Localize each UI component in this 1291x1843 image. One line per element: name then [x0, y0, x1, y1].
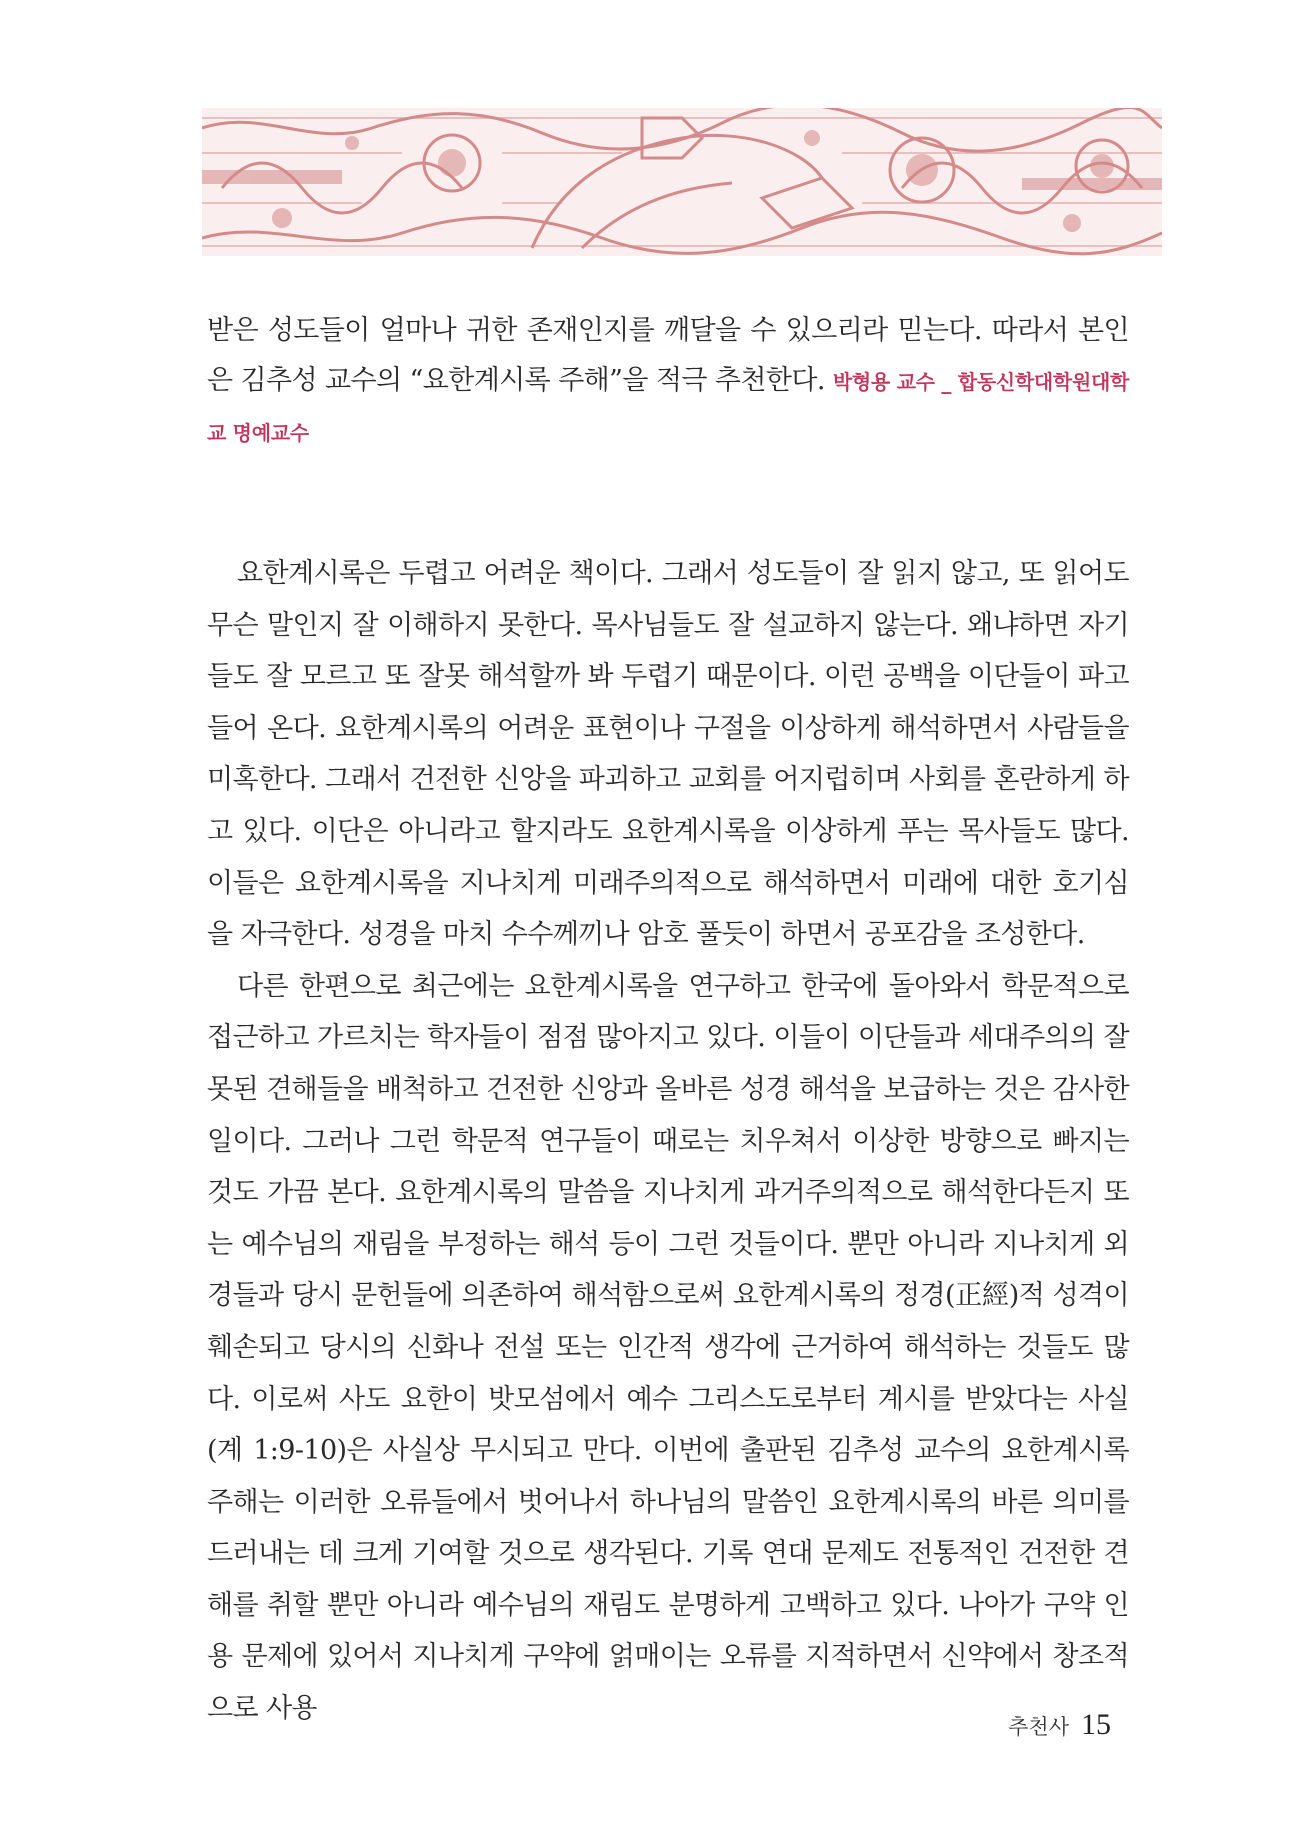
ornament-banner: [202, 108, 1162, 256]
endorser-attribution: 박형용 교수 _ 합동신학대학원대학교 명예교수: [207, 370, 1130, 445]
page-footer: [1008, 1708, 1111, 1742]
intro-paragraph: [207, 306, 1129, 458]
recommendation-body: [207, 548, 1129, 1735]
ornament-illustration: [202, 108, 1162, 256]
body-paragraph: 다른 한편으로 최근에는 요한계시록을 연구하고 한국에 돌아와서 학문적으로 접근하고 가르치는 학자들이 점점 많아지고 있다. 이들이 이단들과 세대주의의 잘못된 견해들을 배척하고 건전한 신앙과 올바른 성경 해석을 보급하는 것은 감사한 일이다. 그러나 그런 학문적 연구들이 때로는 치우쳐서 이상한 방향으로 빠지는 것도 가끔 본다. 요한계시록의 말씀을 지나치게 과거주의적으로 해석한다든지 또는 예수님의 재림을 부정하는 해석 등이 그런 것들이다. 뿐만 아니라 지나치게 외경들과 당시 문헌들에 의존하여 해석함으로써 요한계시록의 정경(正經)적 성격이 훼손되고 당시의 신화나 전설 또는 인간적 생각에 근거하여 해석하는 것들도 많다. 이로써 사도 요한이 밧모섬에서 예수 그리스도로부터 계시를 받았다는 사실(계 1:9-10)은 사실상 무시되고 만다. 이번에 출판된 김추성 교수의 요한계시록 주해는 이러한 오류들에서 벗어나서 하나님의 말씀인 요한계시록의 바른 의미를 드러내는 데 크게 기여할 것으로 생각된다. 기록 연대 문제도 전통적인 건전한 견해를 취할 뿐만 아니라 예수님의 재림도 분명하게 고백하고 있다. 나아가 구약 인용 문제에 있어서 지나치게 구약에 얽매이는 오류를 지적하면서 신약에서 창조적으로 사용: [207, 970, 1129, 1725]
intro-text: 받은 성도들이 얼마나 귀한 존재인지를 깨달을 수 있으리라 믿는다. 따라서 본인은 김추성 교수의 “요한계시록 주해”을 적극 추천한다.: [207, 315, 1129, 396]
section-label: 추천사: [1008, 1715, 1069, 1739]
body-paragraph: 요한계시록은 두렵고 어려운 책이다. 그래서 성도들이 잘 읽지 않고, 또 읽어도 무슨 말인지 잘 이해하지 못한다. 목사님들도 잘 설교하지 않는다. 왜냐하면 자기들도 잘 모르고 또 잘못 해석할까 봐 두렵기 때문이다. 이런 공백을 이단들이 파고들어 온다. 요한계시록의 어려운 표현이나 구절을 이상하게 해석하면서 사람들을 미혹한다. 그래서 건전한 신앙을 파괴하고 교회를 어지럽히며 사회를 혼란하게 하고 있다. 이단은 아니라고 할지라도 요한계시록을 이상하게 푸는 목사들도 많다. 이들은 요한계시록을 지나치게 미래주의적으로 해석하면서 미래에 대한 호기심을 자극한다. 성경을 마치 수수께끼나 암호 풀듯이 하면서 공포감을 조성한다.: [207, 558, 1129, 951]
page-number: 15: [1081, 1708, 1111, 1741]
